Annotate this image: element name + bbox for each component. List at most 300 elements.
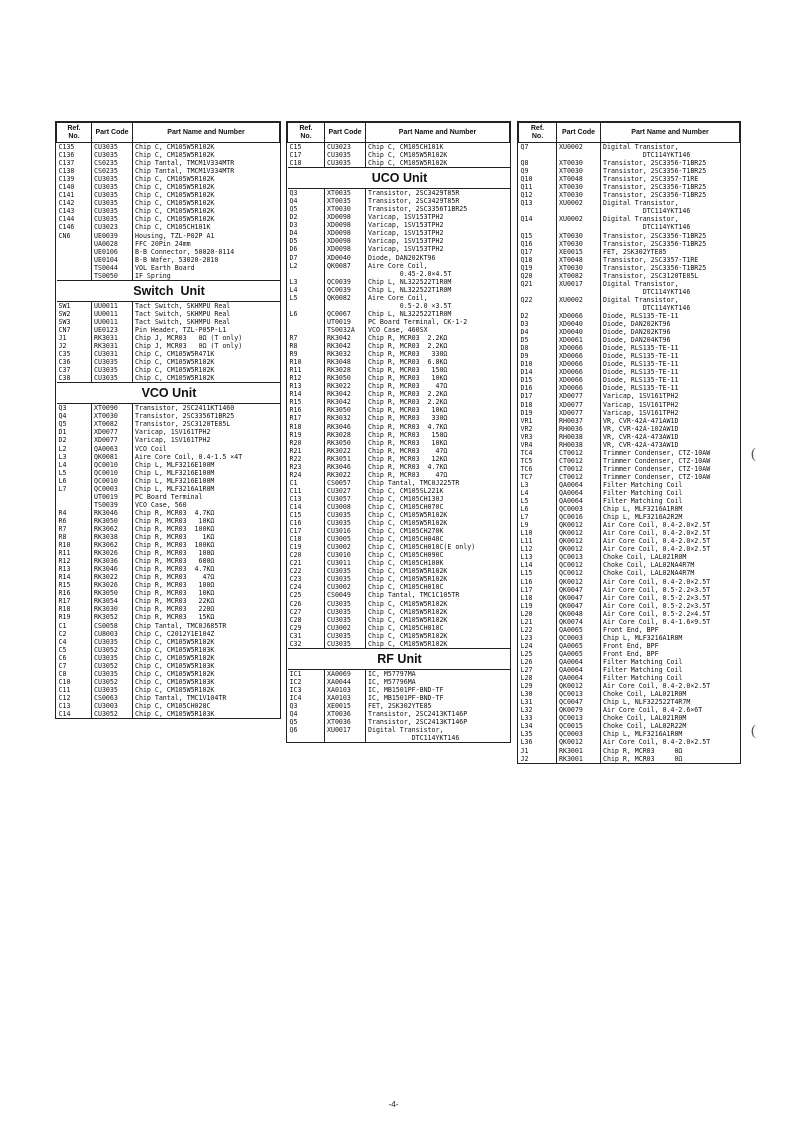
part-name-cell: Aire Core Coil, (366, 294, 510, 302)
ref-no-cell: L13 (520, 553, 533, 562)
table-row (288, 527, 510, 535)
part-code-cell: CU3035 (92, 207, 133, 215)
table-row (288, 624, 510, 632)
table-row (288, 559, 510, 567)
part-code-cell (557, 288, 601, 296)
part-name-cell: 0.45-2.0×4.5T (366, 270, 510, 278)
part-code-cell: CU3035 (92, 358, 133, 366)
part-code-cell: CU3035 (92, 151, 133, 159)
part-code-cell: XD0077 (557, 401, 601, 409)
ref-no-cell: D2 (58, 436, 67, 445)
part-code-cell: CU3002 (325, 543, 366, 551)
part-code-cell: RK3050 (92, 589, 133, 597)
table-row (288, 221, 510, 229)
ref-no-cell: C12 (58, 693, 71, 702)
part-code-cell: XT0035 (325, 197, 366, 205)
table-row (288, 608, 510, 616)
table-row (519, 288, 740, 296)
ref-no-cell: C36 (58, 358, 71, 367)
part-code-cell: XE0015 (557, 248, 601, 256)
ref-no-cell: C138 (58, 167, 75, 176)
part-code-cell: QK0048 (557, 610, 601, 618)
part-code-cell: UE0123 (92, 326, 133, 334)
ref-no-cell (57, 256, 92, 264)
part-code-cell: XD0098 (325, 245, 366, 253)
part-code-cell: QA0064 (557, 666, 601, 674)
ref-no-cell: C14 (58, 710, 71, 719)
table-row (288, 583, 510, 591)
part-code-cell: UU0011 (92, 302, 133, 310)
part-name-cell: IC, MB1501PF-BND-TF (366, 694, 510, 702)
ref-no-cell: D5 (289, 237, 298, 246)
table-row (519, 505, 740, 513)
part-code-cell: CU3031 (92, 350, 133, 358)
table-row (519, 618, 740, 626)
table-row (57, 374, 280, 382)
table-row (57, 318, 280, 326)
part-code-cell: XT0030 (557, 183, 601, 191)
ref-no-cell: C18 (289, 535, 302, 544)
ref-no-cell: C14 (289, 502, 302, 511)
ref-no-cell: R21 (289, 446, 302, 455)
part-code-cell: CU3002 (325, 624, 366, 632)
ref-no-cell (519, 223, 557, 231)
part-code-cell: XD0040 (557, 320, 601, 328)
table-row (57, 167, 280, 175)
table-row (519, 569, 740, 577)
part-name-cell: Chip R, MCR03 100KΩ (133, 541, 280, 549)
ref-no-cell: D17 (520, 392, 533, 401)
table-row (57, 436, 280, 444)
part-name-cell: Chip R, MCR03 2.2KΩ (366, 334, 510, 342)
table-row (519, 312, 740, 320)
ref-no-cell: R13 (58, 565, 71, 574)
table-row (519, 248, 740, 256)
part-name-cell: Diode, RLS135-TE-11 (601, 384, 740, 392)
table-row (57, 469, 280, 477)
section-heading (57, 280, 280, 301)
table-row (57, 420, 280, 428)
ref-no-cell (519, 207, 557, 215)
table-row (519, 755, 740, 763)
ref-no-cell: Q10 (520, 175, 533, 184)
ref-no-cell: Q3 (58, 404, 67, 413)
part-name-cell: Transistor, 2SC3120TE85L (133, 420, 280, 428)
part-code-cell: QA0064 (557, 497, 601, 505)
part-name-cell: DTC114YKT146 (601, 151, 740, 159)
part-code-cell: RK3031 (92, 334, 133, 342)
ref-no-cell: C37 (58, 366, 71, 375)
table-row (519, 642, 740, 650)
ref-no-cell: L28 (520, 674, 533, 683)
part-name-cell: Chip R, MCR03 150Ω (366, 366, 510, 374)
table-row (57, 501, 280, 509)
table-row (288, 455, 510, 463)
table-row (288, 567, 510, 575)
part-name-cell: Chip R, MCR03 330Ω (366, 414, 510, 422)
part-code-cell: QC0047 (557, 698, 601, 706)
ref-no-cell: L3 (58, 452, 67, 461)
part-code-cell: CU3035 (325, 519, 366, 527)
part-name-cell: Pin Header, TZL-P05P-L1 (133, 326, 280, 334)
ref-no-cell: C136 (58, 151, 75, 160)
part-name-cell: Filter Matching Coil (601, 658, 740, 666)
part-code-cell (325, 270, 366, 278)
part-code-cell: CU3035 (92, 175, 133, 183)
part-name-cell: Transistor, 2SC3356-T1BR25 (601, 232, 740, 240)
table-row (288, 229, 510, 237)
part-name-header: Part Name and Number (133, 123, 280, 143)
table-row (57, 525, 280, 533)
table-row (519, 513, 740, 521)
part-code-cell: QK0012 (557, 537, 601, 545)
part-code-cell: CT0012 (557, 449, 601, 457)
ref-no-cell: D19 (520, 408, 533, 417)
part-code-cell: CU3035 (92, 191, 133, 199)
table-row (519, 264, 740, 272)
table-row (288, 471, 510, 479)
part-name-cell: Chip R, MCR03 10KΩ (133, 589, 280, 597)
part-name-cell: Air Core Coil, 0.4-2.0×2.5T (601, 545, 740, 553)
parts-column-2 (286, 121, 511, 743)
part-code-cell: RK3042 (325, 398, 366, 406)
part-code-cell: XD0098 (325, 229, 366, 237)
ref-no-cell: R7 (58, 524, 67, 533)
part-code-cell: RH0037 (557, 417, 601, 425)
table-row (519, 545, 740, 553)
part-name-cell: VR, CVR-42A-471AW1D (601, 417, 740, 425)
part-name-cell: Diode, RLS135-TE-11 (601, 368, 740, 376)
ref-no-cell: R22 (289, 454, 302, 463)
margin-mark: ( (751, 723, 756, 739)
table-row (519, 602, 740, 610)
ref-no-cell: L25 (520, 649, 533, 658)
part-name-cell: Chip L, MLF3216E100M (133, 477, 280, 485)
part-code-cell: XT0090 (92, 404, 133, 412)
table-row (288, 718, 510, 726)
ref-no-cell: D10 (520, 360, 533, 369)
part-code-cell: QK0079 (557, 706, 601, 714)
part-code-header: Part Code (557, 123, 601, 143)
part-name-cell: Chip C, CM105W5R102K (366, 575, 510, 583)
table-row (57, 662, 280, 670)
part-name-cell: Varicap, 1SV153TPH2 (366, 229, 510, 237)
ref-no-cell: L4 (289, 285, 298, 294)
part-code-cell: QK0047 (557, 594, 601, 602)
part-name-cell: Chip C, CM105W5R102K (133, 366, 280, 374)
part-name-cell: FET, 2SK302YTE85 (601, 248, 740, 256)
part-name-cell: Chip R, MCR03 0Ω (601, 755, 740, 763)
section-title: Switch Unit (57, 280, 280, 301)
ref-no-cell: L10 (520, 529, 533, 538)
ref-no-cell: C22 (289, 567, 302, 576)
ref-no-cell (57, 501, 92, 509)
part-name-cell: Chip R, MCR03 150Ω (366, 431, 510, 439)
table-row (57, 272, 280, 280)
part-name-cell: Digital Transistor, (366, 726, 510, 734)
table-row (57, 191, 280, 199)
part-code-cell: RH0038 (557, 433, 601, 441)
table-row (288, 423, 510, 431)
part-code-cell: XA0103 (325, 694, 366, 702)
part-name-cell: Chip R, MCR03 680Ω (133, 557, 280, 565)
part-code-cell: RH0038 (557, 441, 601, 449)
part-name-cell: Digital Transistor, (601, 280, 740, 288)
ref-no-cell: C140 (58, 183, 75, 192)
ref-no-cell: L12 (520, 545, 533, 554)
ref-no-cell: L6 (520, 505, 529, 514)
table-row (519, 747, 740, 755)
ref-no-cell: C15 (289, 143, 302, 151)
part-name-cell: Chip R, MCR03 47Ω (366, 382, 510, 390)
table-row (57, 589, 280, 597)
table-row (288, 591, 510, 599)
part-name-cell: Chip C, CM105W5R471K (133, 350, 280, 358)
part-name-cell: Filter Matching Coil (601, 674, 740, 682)
table-row (519, 738, 740, 746)
part-name-cell: Chip R, MCR03 1KΩ (133, 533, 280, 541)
part-code-cell: QK0012 (557, 529, 601, 537)
part-name-cell: Chip L, MLF3216E100M (133, 461, 280, 469)
part-name-cell: Chip C, CM105W5R102K (133, 207, 280, 215)
table-row (288, 640, 510, 648)
part-name-cell: Filter Matching Coil (601, 666, 740, 674)
table-row (57, 461, 280, 469)
ref-no-cell: IC3 (289, 685, 302, 694)
part-code-cell: RK3050 (325, 406, 366, 414)
part-code-cell: CU3010 (325, 551, 366, 559)
table-row (57, 264, 280, 272)
table-row (288, 245, 510, 253)
part-name-cell: PC Board Terminal (133, 493, 280, 501)
part-name-cell: Chip R, MCR03 4.7KΩ (133, 509, 280, 517)
part-code-cell: RK3038 (92, 533, 133, 541)
ref-no-cell: SW1 (58, 301, 71, 310)
table-row (57, 350, 280, 358)
part-name-cell: Air Core Coil, 0.4-2.0×2.5T (601, 682, 740, 690)
part-code-cell: XU0002 (557, 143, 601, 151)
part-name-cell: Chip J, MCR03 0Ω (T only) (133, 342, 280, 350)
ref-no-cell: C38 (58, 374, 71, 383)
table-row (519, 344, 740, 352)
part-name-cell: Transistor, 2SC2413KT146P (366, 718, 510, 726)
table-row (519, 433, 740, 441)
part-name-cell: Chip C, CM105W5R102K (366, 519, 510, 527)
ref-no-cell: R7 (289, 333, 298, 342)
table-row (288, 398, 510, 406)
ref-no-cell: L3 (289, 277, 298, 286)
part-name-cell: Air Core Coil, 0.5-2.2×3.5T (601, 586, 740, 594)
ref-no-cell: VR4 (520, 440, 533, 449)
part-name-cell: Chip C, CM105CH010C (366, 583, 510, 591)
ref-no-cell: C7 (58, 661, 67, 670)
part-name-cell: Transistor, 2SC3356-T1BR25 (601, 167, 740, 175)
part-code-cell: QC0067 (325, 310, 366, 318)
table-row (519, 143, 740, 151)
table-row (519, 441, 740, 449)
part-code-cell: QK0082 (325, 294, 366, 302)
ref-no-cell: C25 (289, 591, 302, 600)
part-name-cell: IC, MB1501PF-BND-TF (366, 686, 510, 694)
ref-no-cell: C28 (289, 615, 302, 624)
part-name-cell: Air Core Coil, 0.5-2.2×4.5T (601, 610, 740, 618)
table-row (519, 368, 740, 376)
part-name-cell: Transistor, 2SC3120TE85L (601, 272, 740, 280)
part-name-cell: Transistor, 2SC3357-T1RE (601, 256, 740, 264)
part-name-cell: Housing, TZL-P02P A1 (133, 232, 280, 240)
ref-no-cell (519, 151, 557, 159)
ref-no-cell (288, 326, 325, 334)
table-row (519, 199, 740, 207)
part-code-cell: RK3026 (92, 549, 133, 557)
part-code-cell: RK3052 (92, 613, 133, 621)
part-name-cell: Chip C, CM105W5R103K (133, 662, 280, 670)
table-row (519, 586, 740, 594)
table-row (288, 294, 510, 302)
part-name-cell: VR, CVR-42A-473AW1D (601, 441, 740, 449)
table-row (519, 207, 740, 215)
table-row (519, 304, 740, 312)
part-code-cell: CU3035 (92, 143, 133, 152)
table-row (288, 382, 510, 390)
part-code-cell: XD0066 (557, 376, 601, 384)
ref-no-cell: J2 (58, 342, 67, 351)
table-row (519, 658, 740, 666)
part-name-cell: Chip R, MCR03 47Ω (366, 471, 510, 479)
ref-no-cell: D7 (289, 253, 298, 262)
part-name-cell: Air Core Coil, 0.4-1.6×9.5T (601, 618, 740, 626)
table-row (57, 366, 280, 374)
ref-no-cell: Q13 (520, 199, 533, 208)
part-code-cell: QC0010 (92, 461, 133, 469)
part-name-cell: Chip L, MLF3216A1R0M (601, 505, 740, 513)
ref-no-cell: C26 (289, 599, 302, 608)
section-heading (57, 383, 280, 404)
part-name-cell: Chip L, MLF3216A1R0M (133, 485, 280, 493)
table-row (519, 722, 740, 730)
part-code-cell: CU3035 (325, 600, 366, 608)
table-row (57, 412, 280, 420)
ref-no-cell: Q14 (520, 215, 533, 224)
part-code-cell: RK3046 (92, 509, 133, 517)
ref-no-cell: L2 (58, 444, 67, 453)
part-name-cell: Diode, RLS135-TE-11 (601, 312, 740, 320)
part-code-cell: RK3030 (92, 605, 133, 613)
part-name-cell: Varicap, 1SV161TPH2 (601, 401, 740, 409)
part-name-cell: Chip Tantal, TMCM1V334MTR (133, 167, 280, 175)
ref-no-cell: L7 (58, 484, 67, 493)
part-code-cell: CS0057 (325, 479, 366, 487)
part-code-cell: CU3023 (92, 223, 133, 231)
table-row (519, 473, 740, 481)
section-title: RF Unit (288, 648, 510, 669)
part-name-cell: Transistor, 2SC3356-T1BR25 (601, 264, 740, 272)
part-code-cell: XT0030 (557, 264, 601, 272)
part-code-cell: QK0012 (557, 738, 601, 746)
ref-no-cell: Q4 (289, 197, 298, 206)
part-code-cell (557, 151, 601, 159)
ref-no-cell: L23 (520, 633, 533, 642)
part-name-cell: Varicap, 1SV153TPH2 (366, 213, 510, 221)
table-row (288, 535, 510, 543)
ref-no-cell: C27 (289, 607, 302, 616)
part-code-cell: RK3036 (92, 557, 133, 565)
table-row (519, 360, 740, 368)
part-code-cell: RK3032 (325, 350, 366, 358)
part-name-cell: Chip C, CM105W5R102K (366, 159, 510, 167)
table-row (288, 616, 510, 624)
part-code-cell: TS0032A (325, 326, 366, 334)
ref-no-cell: C32 (289, 639, 302, 648)
part-code-cell: QK0074 (557, 618, 601, 626)
ref-no-cell: L15 (520, 569, 533, 578)
table-row (57, 686, 280, 694)
table-row (57, 509, 280, 517)
part-name-cell: Chip C, CM105W5R102K (366, 600, 510, 608)
ref-no-cell: D4 (520, 328, 529, 337)
part-code-cell: CU3035 (325, 632, 366, 640)
margin-mark: ( (751, 446, 756, 462)
part-code-cell: TS0050 (92, 272, 133, 280)
part-code-cell: QC0013 (557, 714, 601, 722)
table-row (57, 215, 280, 223)
table-row (57, 613, 280, 621)
table-row (288, 726, 510, 734)
part-code-cell: XA0103 (325, 686, 366, 694)
section-heading (288, 648, 510, 669)
part-code-cell: QA0063 (92, 445, 133, 453)
ref-no-cell: C18 (289, 159, 302, 168)
section-title: VCO Unit (57, 383, 280, 404)
part-name-cell: PC Board Terminal, CK-1-2 (366, 318, 510, 326)
ref-no-cell: C17 (289, 151, 302, 160)
ref-no-cell: C21 (289, 559, 302, 568)
part-code-cell: QA0064 (557, 481, 601, 489)
ref-no-cell: Q5 (289, 718, 298, 727)
table-row (519, 634, 740, 642)
ref-no-cell (519, 304, 557, 312)
part-name-cell: Chip L, MLF3216E100M (133, 469, 280, 477)
table-row (57, 597, 280, 605)
table-row (519, 167, 740, 175)
part-code-cell: RK3050 (92, 517, 133, 525)
part-name-cell: Air Core Coil, 0.5-2.2×3.5T (601, 602, 740, 610)
ref-no-cell (288, 270, 325, 278)
table-row (57, 159, 280, 167)
part-code-cell: XD0066 (557, 360, 601, 368)
part-name-cell: Chip R, MCR03 47Ω (366, 447, 510, 455)
table-row (288, 710, 510, 718)
table-row (57, 310, 280, 318)
part-name-cell: Trimmer Condenser, CTZ-10AW (601, 449, 740, 457)
ref-no-cell: C19 (289, 543, 302, 552)
part-code-cell: XT0030 (325, 205, 366, 213)
part-name-cell: Tact Switch, SKHMPU Real (133, 318, 280, 326)
part-name-cell: Chip R, MCR03 100KΩ (133, 525, 280, 533)
ref-no-cell: L4 (58, 460, 67, 469)
ref-no-cell: R17 (58, 597, 71, 606)
part-name-cell: Trimmer Condenser, CTZ-10AW (601, 457, 740, 465)
part-code-cell: CU3035 (325, 159, 366, 167)
table-row (57, 541, 280, 549)
part-name-cell: Chip C, CM105W5R102K (133, 199, 280, 207)
part-code-cell: CU3023 (325, 143, 366, 152)
part-code-cell: CU3016 (325, 527, 366, 535)
part-code-cell: RK3046 (325, 423, 366, 431)
ref-no-cell: TC7 (520, 472, 533, 481)
part-code-cell: XT0030 (92, 412, 133, 420)
part-code-cell: CU3008 (325, 503, 366, 511)
